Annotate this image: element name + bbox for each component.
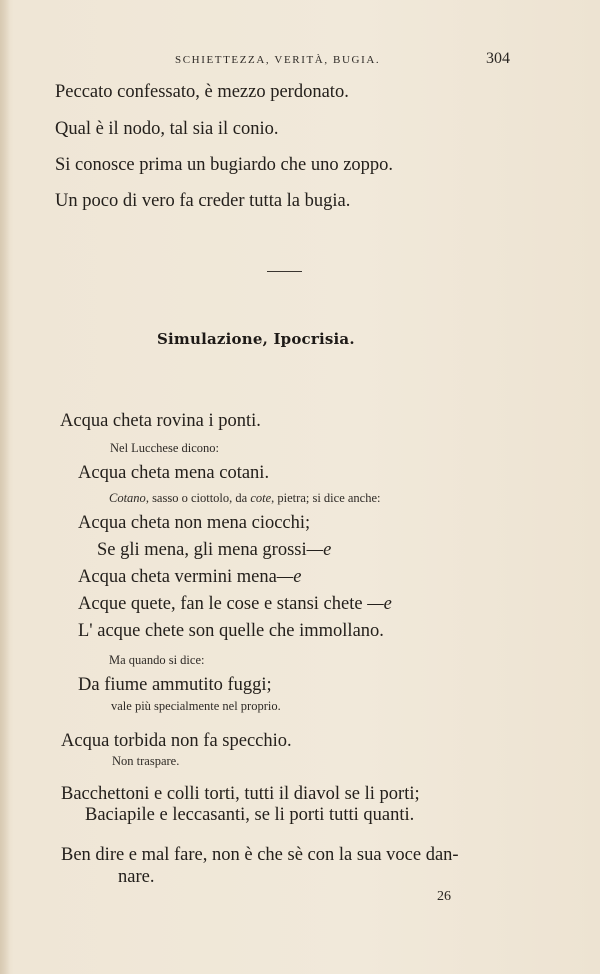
running-header: SCHIETTEZZA, VERITÀ, BUGIA. [175, 54, 381, 66]
proverb-line: Acqua cheta rovina i ponti. [60, 411, 261, 431]
editorial-note-cotano [109, 491, 380, 506]
dash-e-mark: —e [362, 594, 392, 614]
proverb-line: Bacchettoni e colli torti, tutti il diavol se li porti; [61, 784, 420, 804]
proverb-line: Si conosce prima un bugiardo che uno zoppo. [55, 155, 394, 175]
editorial-note: Nel Lucchese dicono: [110, 441, 219, 455]
dash-e-mark: —e [276, 567, 302, 587]
note-text: , pietra; si dice anche: [271, 491, 381, 505]
proverb-text: Se gli mena, gli mena grossi [97, 540, 307, 560]
note-italic-word: cote [250, 491, 272, 505]
page-number: 304 [486, 50, 510, 67]
proverb-line: Baciapile e leccasanti, se li porti tutti quanti. [85, 805, 415, 825]
proverb-line: Acqua torbida non fa specchio. [61, 731, 292, 751]
note-text: , sasso o ciottolo, da [145, 491, 251, 505]
proverb-line [97, 540, 331, 561]
proverb-line: Qual è il nodo, tal sia il conio. [55, 119, 279, 139]
proverb-line [78, 594, 392, 615]
proverb-line: Un poco di vero fa creder tutta la bugia. [55, 191, 351, 211]
proverb-line: Acqua cheta non mena ciocchi; [78, 513, 311, 533]
proverb-line [78, 567, 301, 588]
section-title: Simulazione, Ipocrisia. [157, 330, 355, 348]
page-gutter-shadow [0, 0, 10, 974]
proverb-line: Peccato confessato, è mezzo perdonato. [55, 82, 349, 102]
proverb-text: Acque quete, fan le cose e stansi chete [78, 594, 363, 614]
proverb-line-continuation: nare. [118, 867, 155, 887]
editorial-note: Ma quando si dice: [109, 653, 205, 667]
proverb-line: Ben dire e mal fare, non è che sè con la sua voce dan- [61, 845, 459, 865]
note-italic-word: Cotano [109, 491, 146, 505]
proverb-line: Da fiume ammutito fuggi; [78, 675, 272, 695]
signature-mark: 26 [437, 889, 451, 904]
editorial-note: vale più specialmente nel proprio. [111, 699, 281, 713]
proverb-line: Acqua cheta mena cotani. [78, 463, 270, 483]
editorial-note: Non traspare. [112, 754, 180, 768]
proverb-line: L' acque chete son quelle che immollano. [78, 621, 384, 641]
dash-e-mark: —e [306, 540, 332, 560]
proverb-text: Acqua cheta vermini mena [78, 567, 277, 587]
section-divider [267, 271, 302, 272]
